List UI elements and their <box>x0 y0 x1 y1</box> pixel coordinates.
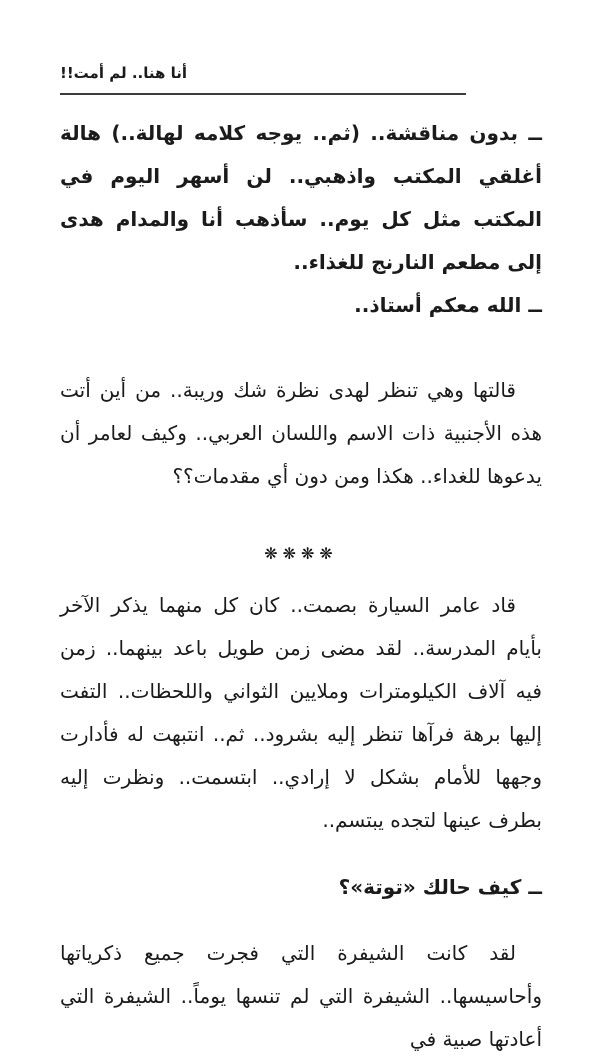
dialogue-paragraph-2: ــ الله معكم أستاذ.. <box>354 293 542 317</box>
dialogue-paragraph-1: ــ بدون مناقشة.. (ثم.. يوجه كلامه لهالة..) هالة أغلقي المكتب واذهبي.. لن أسهر اليوم في المكتب مثل كل يوم.. سأذهب أنا والمدام هدى إلى مطعم النارنج للغذاء.. <box>60 121 542 274</box>
narration-paragraph-2: قاد عامر السيارة بصمت.. كان كل منهما يذكر الآخر بأيام المدرسة.. لقد مضى زمن طويل باعد بينهما.. زمن فيه آلاف الكيلومترات وملايين الثواني واللحظات.. التفت إليها برهة فرآها تنظر إليه بشرود.. ثم.. انتبهت له فأدارت وجهها للأمام بشكل لا إرادي.. ابتسمت.. ونظرت إليه بطرف عينها لتجده يبتسم.. <box>60 593 542 832</box>
narration-paragraph-1: قالتها وهي تنظر لهدى نظرة شك وريبة.. من أين أتت هذه الأجنبية ذات الاسم واللسان العربي.. وكيف لعامر أن يدعوها للغداء.. هكذا ومن دون أي مقدمات؟؟ <box>60 378 542 488</box>
dialogue-paragraph-3: ــ كيف حالك «توتة»؟ <box>338 875 542 899</box>
book-title: أنا هنا.. لم أمت!! <box>60 64 188 82</box>
header-rule-divider <box>60 93 466 95</box>
section-separator-asterisks: ❋❋❋❋ <box>264 544 338 563</box>
narration-paragraph-4: لقد كانت الشيفرة التي فجرت جميع ذكرياتها وأحاسيسها.. الشيفرة التي لم تنسها يوماً.. الشيفرة التي أعادتها صبية في <box>60 941 542 1051</box>
running-head <box>60 62 542 84</box>
